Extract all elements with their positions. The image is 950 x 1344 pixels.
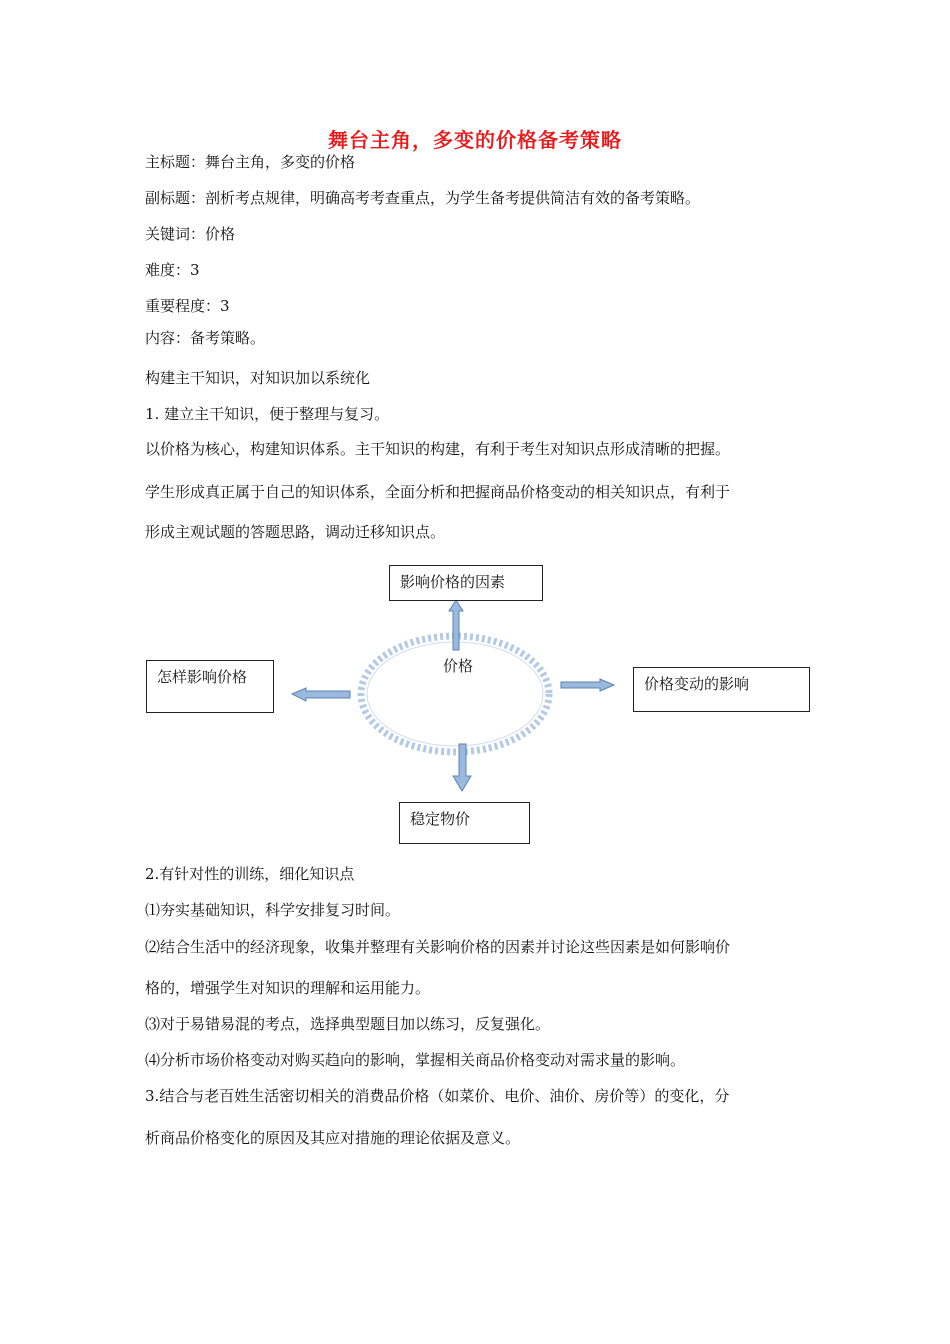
arrow-left <box>292 688 350 701</box>
arrow-right <box>561 679 614 691</box>
main-title-line: 主标题：舞台主角，多变的价格 <box>145 153 356 171</box>
document-title: 舞台主角，多变的价格备考策略 <box>328 128 622 152</box>
difficulty-line: 难度：3 <box>145 261 200 279</box>
box-impact-label: 价格变动的影响 <box>644 675 750 693</box>
section2-p4: ⑷分析市场价格变动对购买趋向的影响，掌握相关商品价格变动对需求量的影响。 <box>145 1051 686 1069</box>
section1-item1: 1. 建立主干知识，便于整理与复习。 <box>145 405 390 423</box>
section2-p3: ⑶对于易错易混的考点，选择典型题目加以练习，反复强化。 <box>145 1015 551 1033</box>
box-factors-label: 影响价格的因素 <box>400 573 506 591</box>
box-stabilize-label: 稳定物价 <box>410 810 471 828</box>
section1-para1: 以价格为核心，构建知识体系。主干知识的构建，有利于考生对知识点形成清晰的把握。 <box>145 440 731 458</box>
center-label: 价格 <box>443 657 474 675</box>
subtitle-line: 副标题：剖析考点规律，明确高考考查重点，为学生备考提供简洁有效的备考策略。 <box>145 189 701 207</box>
box-how-affect-label: 怎样影响价格 <box>157 668 248 686</box>
section2-p2-line1: ⑵结合生活中的经济现象，收集并整理有关影响价格的因素并讨论这些因素是如何影响价 <box>145 938 731 956</box>
importance-line: 重要程度：3 <box>145 297 230 315</box>
section3-line1: 3.结合与老百姓生活密切相关的消费品价格（如菜价、电价、油价、房价等）的变化，分 <box>145 1087 730 1105</box>
box-impact <box>633 667 810 712</box>
section1-heading: 构建主干知识，对知识加以系统化 <box>145 369 371 387</box>
section3-line2: 析商品价格变化的原因及其应对措施的理论依据及意义。 <box>145 1129 521 1147</box>
section2-heading: 2.有针对性的训练，细化知识点 <box>145 865 355 883</box>
box-stabilize <box>399 802 530 844</box>
section2-p1: ⑴夯实基础知识，科学安排复习时间。 <box>145 901 401 919</box>
section1-para2-line2: 形成主观试题的答题思路，调动迁移知识点。 <box>145 523 446 541</box>
content-line: 内容：备考策略。 <box>145 329 266 347</box>
box-how-affect <box>146 660 274 713</box>
section2-p2-line2: 格的，增强学生对知识的理解和运用能力。 <box>145 979 431 997</box>
keywords-line: 关键词：价格 <box>145 225 236 243</box>
section1-para2-line1: 学生形成真正属于自己的知识体系，全面分析和把握商品价格变动的相关知识点，有利于 <box>145 483 731 501</box>
box-factors <box>389 565 543 601</box>
